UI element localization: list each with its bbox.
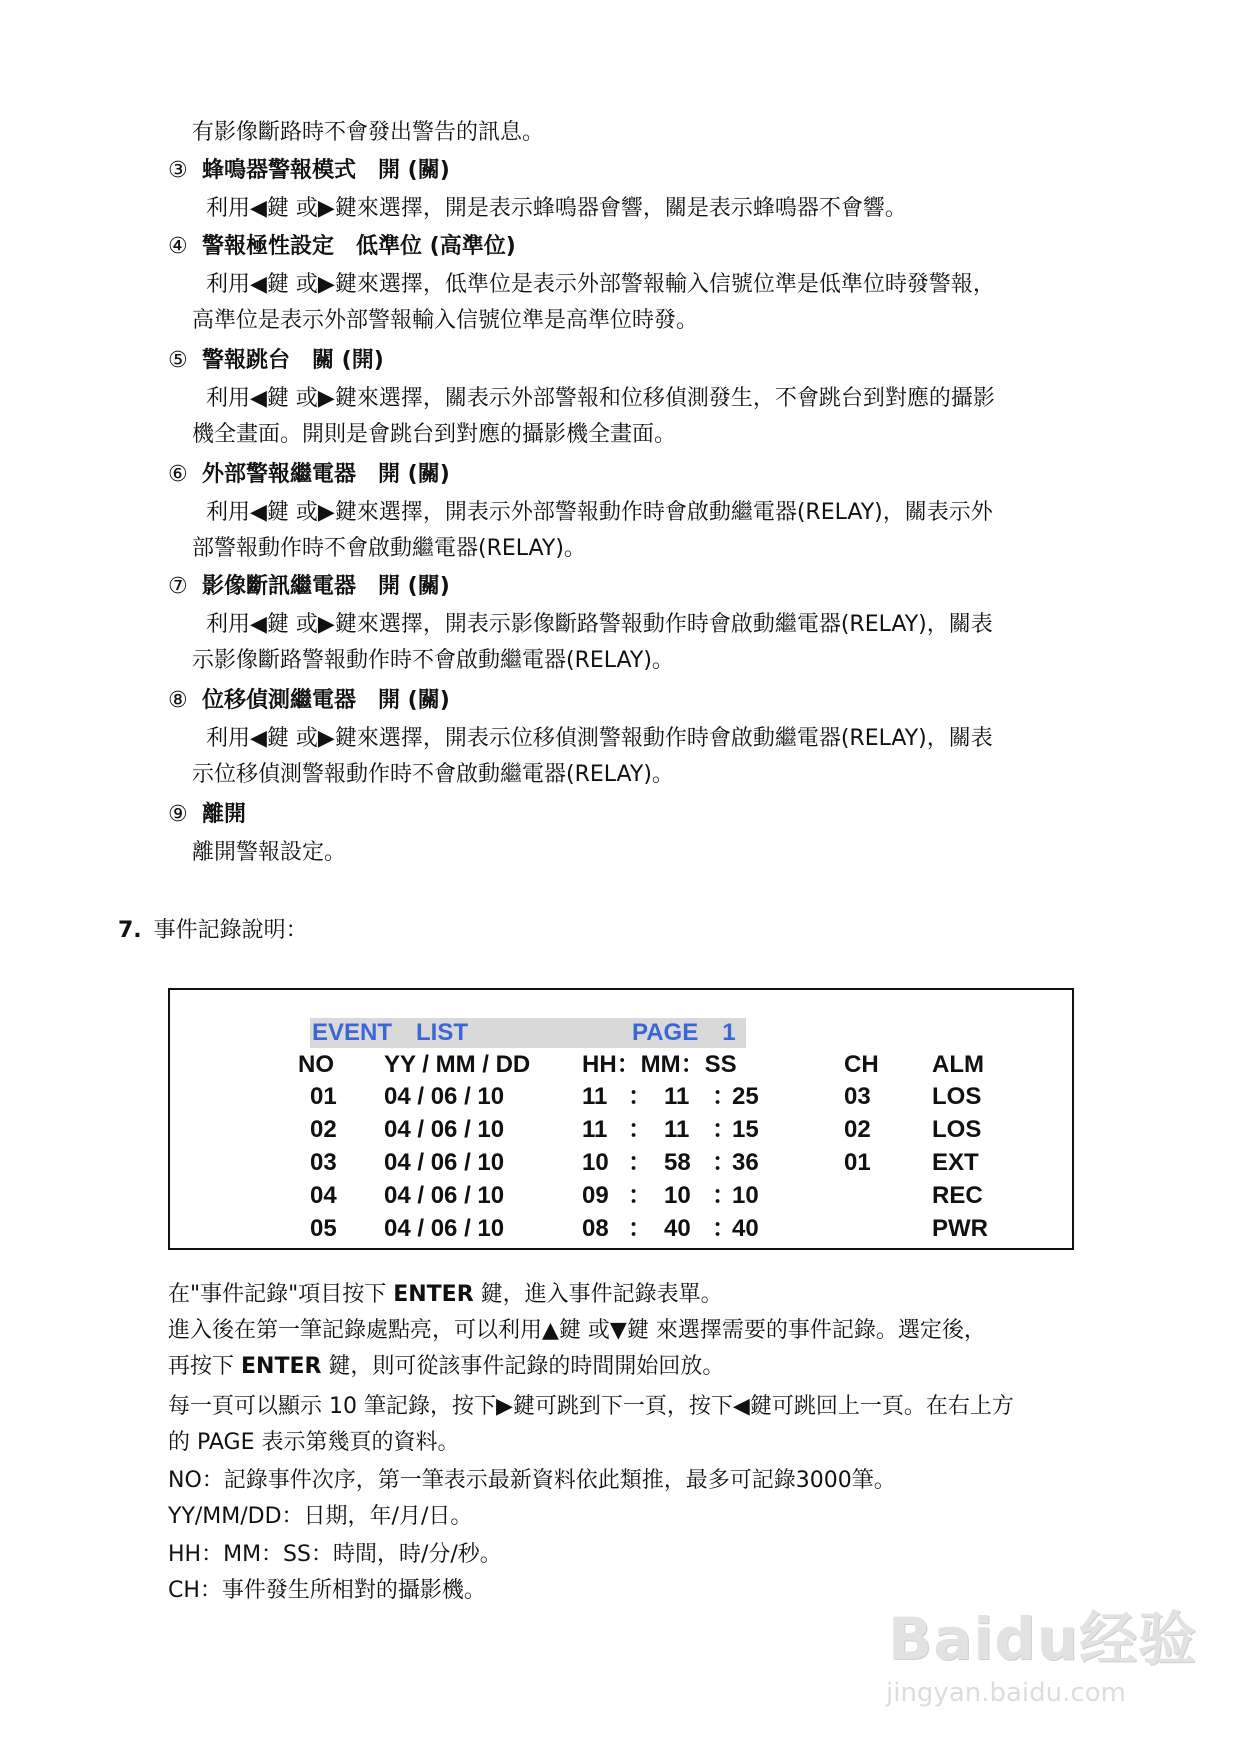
setting-item-description: 利用◀鍵 或▶鍵來選擇，開表示位移偵測警報動作時會啟動繼電器(RELAY)，關表 [206, 726, 993, 751]
setting-item-label: 外部警報繼電器 開 (關) [202, 462, 450, 487]
setting-item-description: 機全畫面。開則是會跳台到對應的攝影機全畫面。 [192, 422, 677, 447]
column-header-date: YY / MM / DD [384, 1051, 531, 1078]
setting-item-title [168, 572, 450, 602]
description-text: 每一頁可以顯示 10 筆記錄，按下▶鍵可跳到下一頁，按下◀鍵可跳回上一頁。在右上方 [168, 1394, 1014, 1419]
setting-item-number: ④ [168, 234, 188, 259]
setting-item-title [168, 232, 516, 262]
description-text: 在"事件記錄"項目按下 [168, 1282, 394, 1307]
row-hour: 11 [582, 1116, 608, 1143]
setting-item-label: 離開 [202, 802, 247, 827]
setting-item-number: ⑧ [168, 688, 188, 713]
row-date: 04 / 06 / 10 [384, 1116, 505, 1143]
setting-item-label: 警報跳台 關 (開) [202, 348, 384, 373]
setting-item-number: ③ [168, 158, 188, 183]
row-time-separator: ： [712, 1116, 736, 1143]
setting-item-number: ⑨ [168, 802, 188, 827]
setting-item-description: 利用◀鍵 或▶鍵來選擇，開是表示蜂鳴器會響，關是表示蜂鳴器不會響。 [206, 196, 907, 221]
row-time-separator: ： [628, 1215, 652, 1242]
row-time-separator: ： [712, 1182, 736, 1209]
description-text: 鍵，進入事件記錄表單。 [473, 1282, 723, 1307]
section-heading [118, 916, 308, 946]
description-text: NO：記錄事件次序，第一筆表示最新資料依此類推，最多可記錄3000筆。 [168, 1468, 896, 1493]
setting-item-description: 離開警報設定。 [192, 840, 347, 865]
row-alarm: EXT [932, 1149, 979, 1176]
row-minute: 11 [664, 1083, 690, 1110]
row-minute: 10 [664, 1182, 691, 1209]
column-header-time: HH：MM：SS [582, 1051, 737, 1078]
description-text: YY/MM/DD：日期，年/月/日。 [168, 1504, 473, 1529]
row-hour: 08 [582, 1215, 609, 1242]
watermark-logo: Baidu经验 [888, 1605, 1198, 1673]
setting-item-number: ⑥ [168, 462, 188, 487]
section-title: 事件記錄說明： [153, 918, 308, 943]
row-time-separator: ： [628, 1083, 652, 1110]
row-date: 04 / 06 / 10 [384, 1083, 505, 1110]
row-date: 04 / 06 / 10 [384, 1215, 505, 1242]
description-line [168, 1576, 486, 1606]
description-line [168, 1428, 459, 1458]
row-no: 05 [310, 1215, 337, 1242]
setting-item-label: 位移偵測繼電器 開 (關) [202, 688, 450, 713]
row-channel: 03 [844, 1083, 871, 1110]
section-number: 7. [118, 918, 142, 943]
event-list-page: PAGE 1 [632, 1019, 736, 1046]
setting-item-description: 示影像斷路警報動作時不會啟動繼電器(RELAY)。 [192, 648, 674, 673]
description-line [168, 1540, 502, 1570]
description-line [168, 1502, 472, 1532]
row-minute: 40 [664, 1215, 691, 1242]
row-alarm: REC [932, 1182, 983, 1209]
description-text: HH：MM：SS：時間，時/分/秒。 [168, 1542, 502, 1567]
column-header-ch: CH [844, 1051, 879, 1078]
row-time-separator: ： [712, 1215, 736, 1242]
row-time-separator: ： [628, 1149, 652, 1176]
setting-item-number: ⑤ [168, 348, 188, 373]
description-text: 的 PAGE 表示第幾頁的資料。 [168, 1430, 460, 1455]
setting-item-description: 利用◀鍵 或▶鍵來選擇，低準位是表示外部警報輸入信號位準是低準位時發警報， [206, 272, 995, 297]
row-date: 04 / 06 / 10 [384, 1149, 505, 1176]
row-second: 10 [732, 1182, 759, 1209]
setting-item-title [168, 686, 450, 716]
description-text: 進入後在第一筆記錄處點亮，可以利用▲鍵 或▼鍵 來選擇需要的事件記錄。選定後， [168, 1318, 986, 1343]
intro-line: 有影像斷路時不會發出警告的訊息。 [192, 120, 545, 145]
row-second: 25 [732, 1083, 759, 1110]
setting-item-description: 部警報動作時不會啟動繼電器(RELAY)。 [192, 536, 586, 561]
row-minute: 58 [664, 1149, 691, 1176]
setting-item-description: 利用◀鍵 或▶鍵來選擇，開表示外部警報動作時會啟動繼電器(RELAY)，關表示外 [206, 500, 993, 525]
description-line [168, 1280, 723, 1310]
description-line [168, 1466, 896, 1496]
row-second: 40 [732, 1215, 759, 1242]
setting-item-title [168, 800, 246, 830]
column-header-alm: ALM [932, 1051, 984, 1078]
row-channel: 01 [844, 1149, 871, 1176]
description-line [168, 1316, 986, 1346]
event-list-title: EVENT LIST [312, 1019, 469, 1046]
row-alarm: LOS [932, 1083, 982, 1110]
setting-item-title [168, 460, 450, 490]
row-time-separator: ： [712, 1083, 736, 1110]
row-hour: 11 [582, 1083, 608, 1110]
row-time-separator: ： [712, 1149, 736, 1176]
setting-item-number: ⑦ [168, 574, 188, 599]
column-header-no: NO [298, 1051, 334, 1078]
setting-item-label: 影像斷訊繼電器 開 (關) [202, 574, 450, 599]
baidu-jingyan-watermark [880, 1592, 1200, 1722]
row-time-separator: ： [628, 1116, 652, 1143]
setting-item-description: 利用◀鍵 或▶鍵來選擇，開表示影像斷路警報動作時會啟動繼電器(RELAY)，關表 [206, 612, 993, 637]
description-line [168, 1392, 1014, 1422]
event-list-header [310, 1018, 746, 1048]
description-text: 鍵，則可從該事件記錄的時間開始回放。 [321, 1354, 725, 1379]
description-text: CH：事件發生所相對的攝影機。 [168, 1578, 486, 1603]
description-text: 再按下 [168, 1354, 241, 1379]
setting-item-label: 警報極性設定 低準位 (高準位) [202, 234, 516, 259]
row-hour: 10 [582, 1149, 609, 1176]
setting-item-title [168, 156, 450, 186]
row-hour: 09 [582, 1182, 609, 1209]
row-alarm: LOS [932, 1116, 982, 1143]
row-minute: 11 [664, 1116, 690, 1143]
enter-key-label: ENTER [393, 1282, 474, 1307]
row-no: 04 [310, 1182, 337, 1209]
setting-item-description: 示位移偵測警報動作時不會啟動繼電器(RELAY)。 [192, 762, 674, 787]
watermark-url: jingyan.baidu.com [886, 1678, 1126, 1708]
row-no: 02 [310, 1116, 337, 1143]
row-second: 36 [732, 1149, 759, 1176]
row-date: 04 / 06 / 10 [384, 1182, 505, 1209]
row-alarm: PWR [932, 1215, 988, 1242]
row-no: 01 [310, 1083, 337, 1110]
description-line [168, 1352, 724, 1382]
setting-item-title [168, 346, 384, 376]
setting-item-description: 利用◀鍵 或▶鍵來選擇，關表示外部警報和位移偵測發生，不會跳台到對應的攝影 [206, 386, 995, 411]
row-channel: 02 [844, 1116, 871, 1143]
row-time-separator: ： [628, 1182, 652, 1209]
row-no: 03 [310, 1149, 337, 1176]
row-second: 15 [732, 1116, 759, 1143]
enter-key-label: ENTER [241, 1354, 322, 1379]
setting-item-description: 高準位是表示外部警報輸入信號位準是高準位時發。 [192, 308, 699, 333]
event-list-box [168, 988, 1074, 1250]
setting-item-label: 蜂鳴器警報模式 開 (關) [202, 158, 450, 183]
